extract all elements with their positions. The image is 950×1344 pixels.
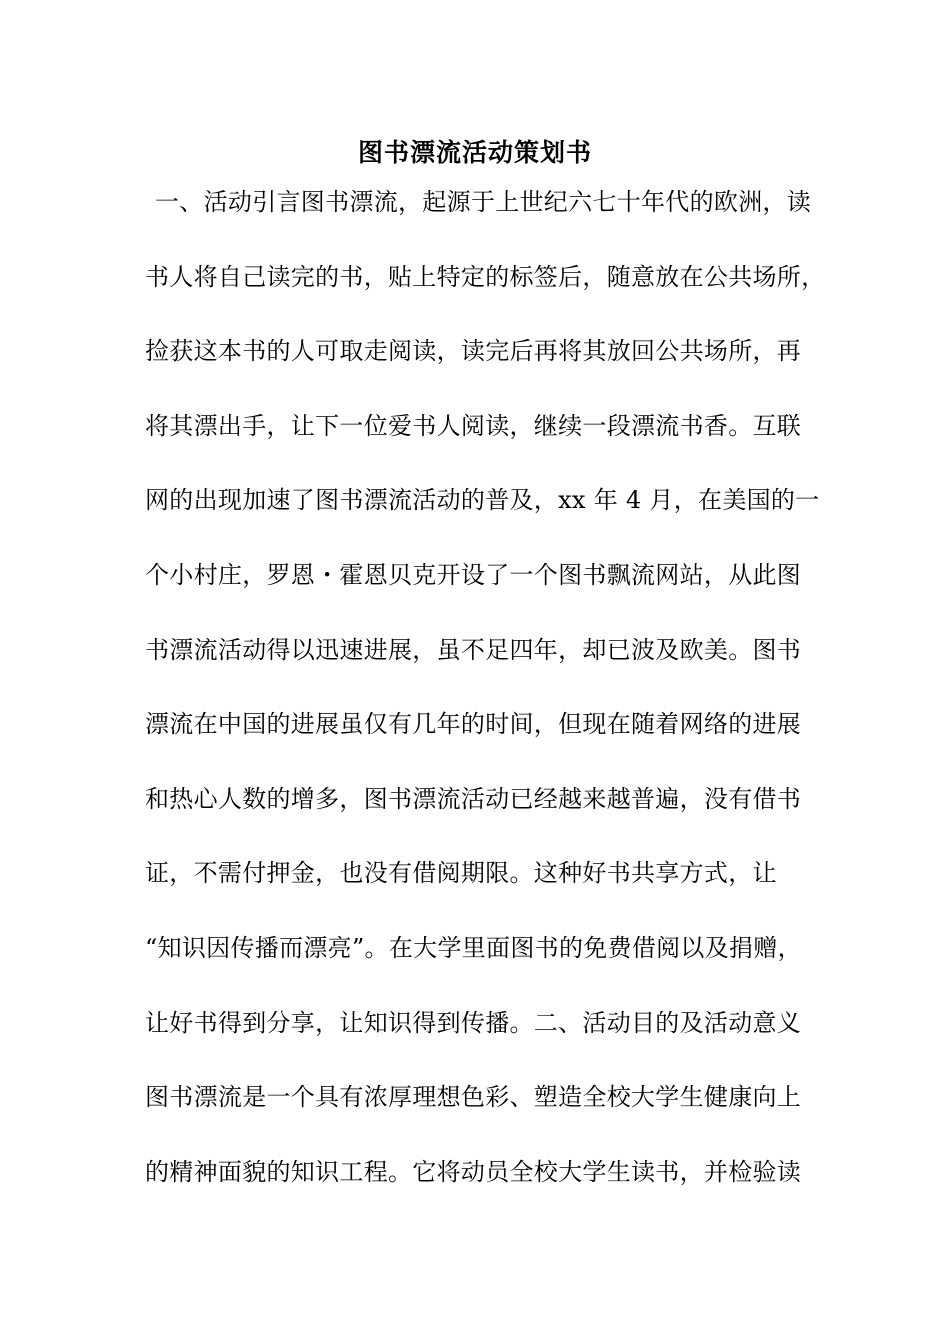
body-line: 书漂流活动得以迅速进展，虽不足四年，却已波及欧美。图书 [145, 635, 802, 664]
body-line: 网的出现加速了图书漂流活动的普及，xx 年 4 月，在美国的一 [145, 486, 820, 515]
document-title: 图书漂流活动策划书 [357, 138, 592, 167]
body-line: 书人将自己读完的书，贴上特定的标签后，随意放在公共场所， [145, 262, 826, 291]
body-line: 图书漂流是一个具有浓厚理想色彩、塑造全校大学生健康向上 [145, 1083, 802, 1112]
body-line: 一、活动引言图书漂流，起源于上世纪六七十年代的欧洲，读 [155, 188, 812, 216]
document-body [145, 182, 835, 1226]
body-line: 的精神面貌的知识工程。它将动员全校大学生读书，并检验读 [145, 1157, 802, 1186]
body-line: 捡获这本书的人可取走阅读，读完后再将其放回公共场所，再 [145, 337, 802, 366]
body-line: 将其漂出手，让下一位爱书人阅读，继续一段漂流书香。互联 [145, 411, 802, 440]
body-line: “知识因传播而漂亮”。在大学里面图书的免费借阅以及捐赠， [145, 933, 802, 962]
body-line: 个小村庄，罗恩・霍恩贝克开设了一个图书飘流网站，从此图 [145, 560, 802, 589]
body-line: 和热心人数的增多，图书漂流活动已经越来越普遍，没有借书 [145, 784, 802, 813]
body-line: 让好书得到分享，让知识得到传播。二、活动目的及活动意义 [145, 1008, 802, 1037]
body-line: 漂流在中国的进展虽仅有几年的时间，但现在随着网络的进展 [145, 710, 802, 739]
body-line: 证，不需付押金，也没有借阅期限。这种好书共享方式，让 [145, 859, 777, 888]
